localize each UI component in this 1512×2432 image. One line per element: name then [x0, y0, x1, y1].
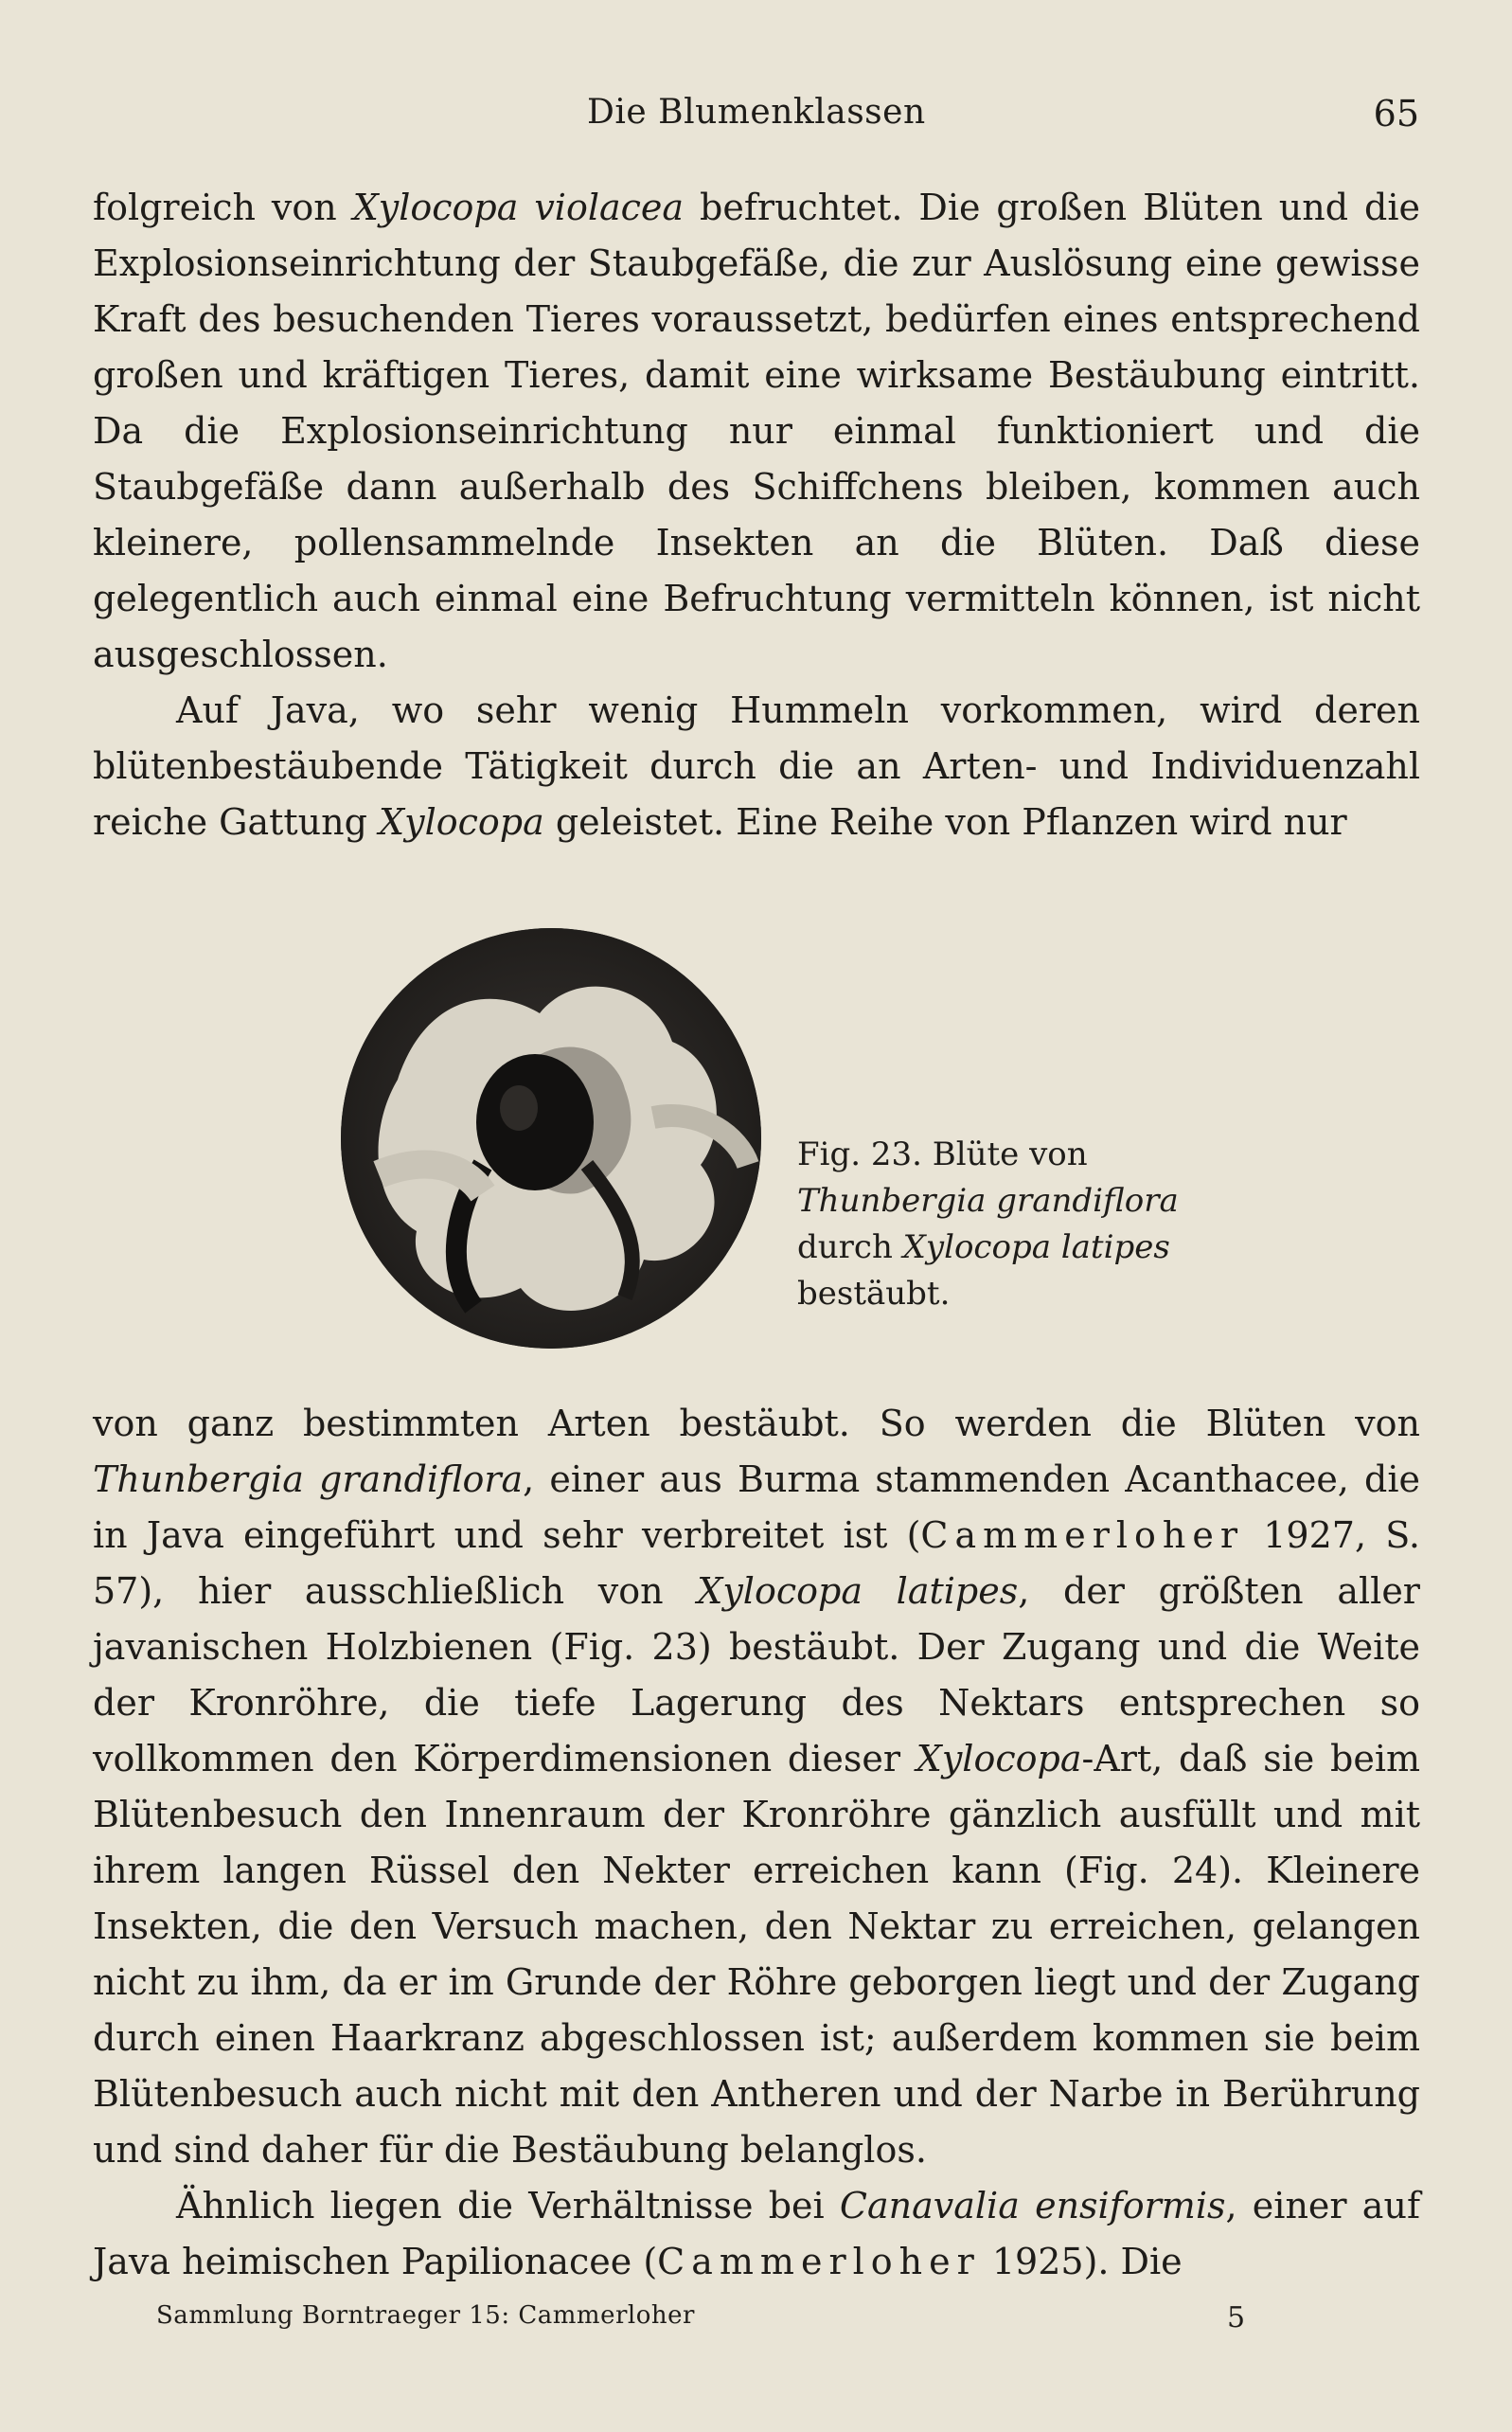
- text-run: geleistet. Eine Reihe von Pflanzen wird nur: [543, 801, 1347, 843]
- text-run: von ganz bestimmten Arten bestäubt. So werden die Blüten von: [93, 1403, 1420, 1444]
- text-run: -Art, daß sie beim Blütenbesuch den Innenraum der Kronröhre gänzlich ausfüllt und mit ihrem langen Rüssel den Nekter erreichen kann (Fig. 24). Kleinere Insekten, die den Versuch machen, den Nektar zu erreichen, gelangen nicht zu ihm, da er im Grunde der Röhre geborgen liegt und der Zugang durch einen Haarkranz abgeschlossen ist; außerdem kommen sie beim Blütenbesuch auch nicht mit den Antheren und der Narbe in Berührung und sind daher für die Bestäubung belanglos.: [93, 1738, 1420, 2171]
- caption-text: durch: [797, 1228, 903, 1266]
- paragraph: [93, 180, 1420, 683]
- body-text-bottom: [93, 1396, 1420, 2290]
- running-head: [0, 93, 1512, 150]
- text-run: , einer auf Java heimischen Papilionacee (: [93, 2185, 1421, 2282]
- species-name: Xylocopa latipes: [697, 1570, 1019, 1612]
- text-run: 1925). Die: [980, 2241, 1183, 2282]
- species-name: Thunbergia grandiflora: [93, 1458, 524, 1500]
- species-name: Xylocopa violacea: [352, 187, 685, 228]
- caption-species: Xylocopa latipes: [902, 1228, 1170, 1266]
- genus-name: Xylocopa: [916, 1738, 1082, 1779]
- text-run: Ähnlich liegen die Verhältnisse bei: [176, 2185, 840, 2226]
- caption-text: Fig. 23. Blüte von: [797, 1136, 1088, 1173]
- page-number: 65: [1373, 93, 1419, 134]
- body-text-top: [93, 180, 1420, 850]
- text-run: 1927, S. 57), hier ausschließlich von: [93, 1514, 1420, 1612]
- figure-caption: [797, 1132, 1252, 1317]
- caption-species: Thunbergia grandiflora: [797, 1182, 1179, 1220]
- footer-signature: Sammlung Borntraeger 15: Cammerloher: [156, 2301, 695, 2330]
- running-title: Die Blumenklassen: [587, 93, 926, 132]
- species-name: Canavalia ensiformis: [839, 2185, 1226, 2226]
- paragraph: [93, 1396, 1420, 2178]
- text-run: befruchtet. Die großen Blüten und die Explosionseinrichtung der Staubgefäße, die zur Auslösung eine gewisse Kraft des besuchenden Tieres voraussetzt, bedürfen eines entsprechend großen und kräftigen Tieres, damit eine wirksame Bestäubung eintritt. Da die Explosionseinrichtung nur einmal funktioniert und die Staubgefäße dann außerhalb des Schiffchens bleiben, kommen auch kleinere, pollensammelnde Insekten an die Blüten. Daß diese gelegentlich auch einmal eine Befruchtung vermitteln können, ist nicht ausgeschlossen.: [93, 187, 1420, 675]
- page-footer: [0, 2301, 1512, 2339]
- text-run: , einer aus Burma stammenden Acanthacee, die in Java eingeführt und sehr verbreitet ist (: [93, 1458, 1420, 1556]
- paragraph: [93, 683, 1420, 850]
- flower-photo-illustration: [341, 928, 761, 1349]
- text-run: , der größten aller javanischen Holzbienen (Fig. 23) bestäubt. Der Zugang und die Weite der Kronröhre, die tiefe Lagerung des Nektars entsprechen so vollkommen den Körperdimensionen dieser: [93, 1570, 1420, 1779]
- text-run: folgreich von: [93, 187, 353, 228]
- figure-photo: [341, 928, 761, 1349]
- paragraph: [93, 2178, 1420, 2290]
- author-name: Cammerloher: [657, 2241, 981, 2282]
- footer-sheet-number: 5: [1227, 2301, 1246, 2334]
- author-name: Cammerloher: [920, 1514, 1245, 1556]
- genus-name: Xylocopa: [379, 801, 544, 843]
- text-run: Auf Java, wo sehr wenig Hummeln vorkommen, wird deren blütenbestäubende Tätigkeit durch die an Arten- und Individuenzahl reiche Gattung: [93, 689, 1420, 843]
- caption-text: bestäubt.: [797, 1275, 951, 1313]
